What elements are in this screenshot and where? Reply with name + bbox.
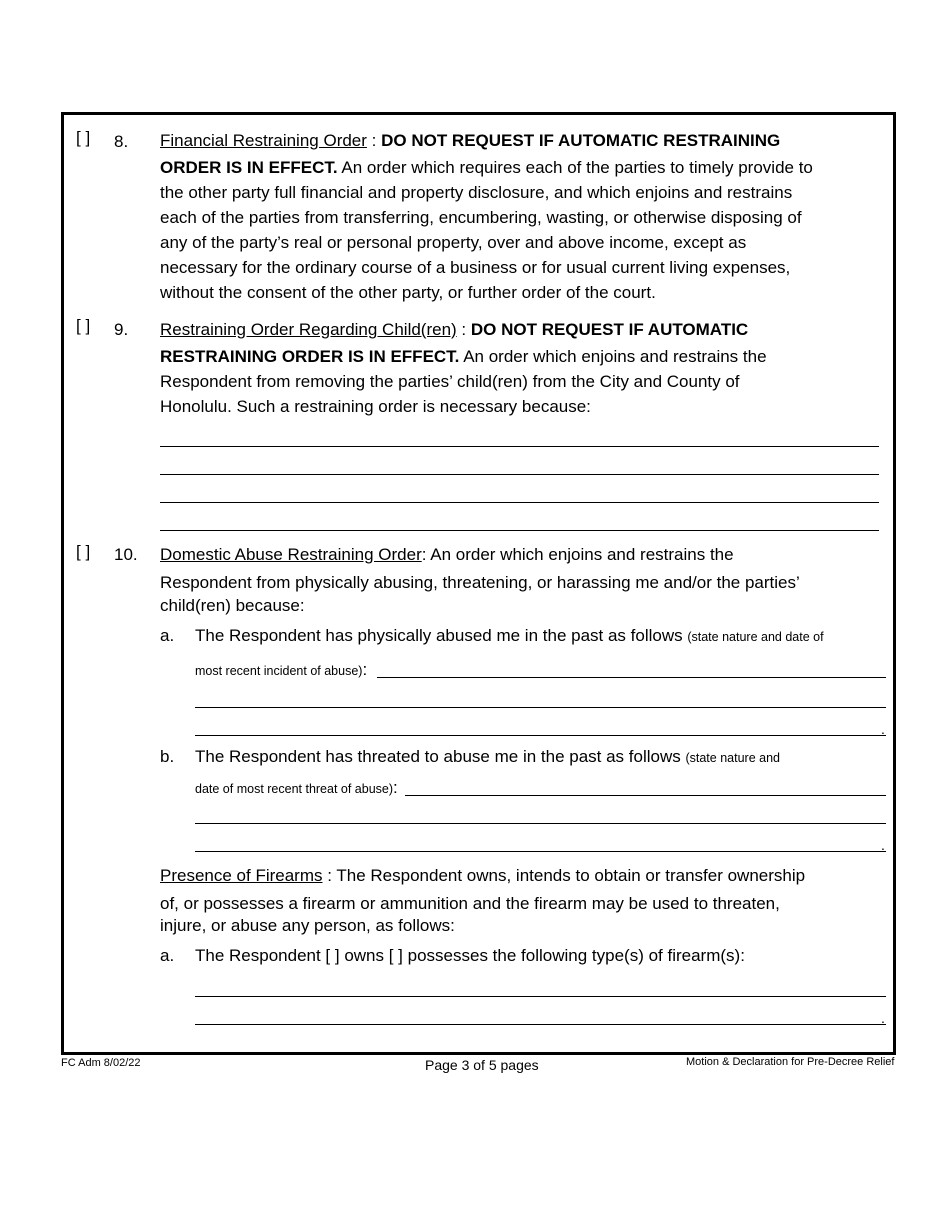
item10-b-label: b. — [160, 747, 175, 766]
item9-number: 9. — [114, 320, 129, 339]
item8-warning-2: ORDER IS IN EFFECT. — [160, 158, 338, 177]
item10-a-text: The Respondent has physically abused me in the past as follows — [195, 626, 688, 645]
firearms-a-line — [195, 943, 745, 968]
item10-a-label: a. — [160, 626, 175, 645]
item8-line-2: the other party full financial and property disclosure, and which enjoins and restrains — [160, 183, 793, 202]
item10-b-period: . — [881, 837, 885, 853]
firearms-a-label: a. — [160, 946, 175, 965]
item10-checkbox[interactable]: [ ] — [76, 542, 91, 561]
firearms-answer-line-2[interactable] — [195, 1024, 886, 1025]
item10-b-line-1 — [195, 744, 780, 771]
item10-b-text: The Respondent has threated to abuse me in the past as follows — [195, 747, 686, 766]
item10-a-line-1 — [195, 623, 824, 650]
item10-a-line-2 — [195, 660, 367, 680]
item10-a-colon: : — [362, 660, 368, 679]
item10-b-colon: : — [393, 778, 398, 797]
item10-b-answer-line-2[interactable] — [195, 823, 886, 824]
item9-line-1-rest: An order which enjoins and restrains the — [459, 347, 767, 366]
item8-line-3: each of the parties from transferring, encumbering, wasting, or otherwise disposing of — [160, 208, 802, 227]
item9-title-sep: : — [456, 320, 471, 339]
item10-a-small-1: (state nature and date of — [687, 630, 824, 644]
item9-answer-line-4[interactable] — [160, 530, 879, 531]
firearms-a-text-2: owns — [339, 946, 389, 965]
item9-answer-line-2[interactable] — [160, 474, 879, 475]
item9-line-1 — [160, 344, 767, 369]
item8-title: Financial Restraining Order — [160, 131, 367, 150]
footer-doc-title: Motion & Declaration for Pre-Decree Relief — [686, 1056, 895, 1068]
firearms-line-2: of, or possesses a firearm or ammunition and the firearm may be used to threaten, — [160, 894, 780, 913]
item9-line-2: Respondent from removing the parties’ child(ren) from the City and County of — [160, 372, 740, 391]
item8-line-1-rest: An order which requires each of the parties to timely provide to — [337, 158, 813, 177]
footer-form-id: FC Adm 8/02/22 — [61, 1057, 141, 1069]
item9-line-3: Honolulu. Such a restraining order is necessary because: — [160, 397, 591, 416]
firearms-title: Presence of Firearms — [160, 866, 323, 885]
item8-line-5: necessary for the ordinary course of a business or for usual current living expenses, — [160, 258, 791, 277]
item10-b-answer-line-1[interactable] — [405, 795, 886, 796]
firearms-heading-line — [160, 863, 805, 888]
firearms-owns-checkbox[interactable]: [ ] — [325, 946, 340, 965]
firearms-title-sep: : — [322, 866, 337, 885]
item10-a-small-2: most recent incident of abuse) — [195, 664, 363, 678]
item9-warning-2: RESTRAINING ORDER IS IN EFFECT. — [160, 347, 460, 366]
item9-checkbox[interactable]: [ ] — [76, 316, 91, 335]
item10-b-answer-line-3[interactable] — [195, 851, 886, 852]
item8-line-6: without the consent of the other party, or further order of the court. — [160, 283, 656, 302]
item10-b-small-1: (state nature and — [685, 751, 780, 765]
item10-line-3: child(ren) because: — [160, 596, 305, 615]
item10-a-answer-line-3[interactable] — [195, 735, 886, 736]
firearms-a-text-3: possesses the following type(s) of firearm(s): — [402, 946, 745, 965]
item10-line-2: Respondent from physically abusing, threatening, or harassing me and/or the parties’ — [160, 573, 800, 592]
firearms-answer-line-1[interactable] — [195, 996, 886, 997]
item9-heading-line — [160, 317, 748, 342]
item9-warning-1: DO NOT REQUEST IF AUTOMATIC — [470, 320, 749, 339]
item10-title: Domestic Abuse Restraining Order — [160, 545, 422, 564]
item10-a-answer-line-1[interactable] — [377, 677, 886, 678]
item9-title: Restraining Order Regarding Child(ren) — [160, 320, 457, 339]
item8-line-1 — [160, 155, 813, 180]
item8-number: 8. — [114, 132, 129, 151]
footer-page-number: Page 3 of 5 pages — [425, 1057, 539, 1073]
item10-number: 10. — [114, 545, 138, 564]
item9-answer-line-3[interactable] — [160, 502, 879, 503]
item8-line-4: any of the party’s real or personal property, over and above income, except as — [160, 233, 747, 252]
item8-warning-1: DO NOT REQUEST IF AUTOMATIC RESTRAINING — [381, 131, 781, 150]
item10-b-small-2: date of most recent threat of abuse) — [195, 782, 394, 796]
firearms-line-3: injure, or abuse any person, as follows: — [160, 916, 455, 935]
firearms-period: . — [881, 1010, 885, 1026]
item9-answer-line-1[interactable] — [160, 446, 879, 447]
firearms-a-text-1: The Respondent — [195, 946, 326, 965]
item10-title-sep: : — [421, 545, 431, 564]
item10-a-period: . — [881, 721, 885, 737]
firearms-possesses-checkbox[interactable]: [ ] — [388, 946, 403, 965]
item8-title-sep: : — [366, 131, 382, 150]
item10-heading-line — [160, 542, 734, 567]
item8-heading-line — [160, 128, 780, 153]
item10-a-answer-line-2[interactable] — [195, 707, 886, 708]
firearms-line-1-rest: The Respondent owns, intends to obtain or transfer ownership — [336, 866, 806, 885]
item10-b-line-2 — [195, 778, 398, 798]
item8-checkbox[interactable]: [ ] — [76, 128, 91, 147]
item10-line-1-rest: An order which enjoins and restrains the — [430, 545, 734, 564]
